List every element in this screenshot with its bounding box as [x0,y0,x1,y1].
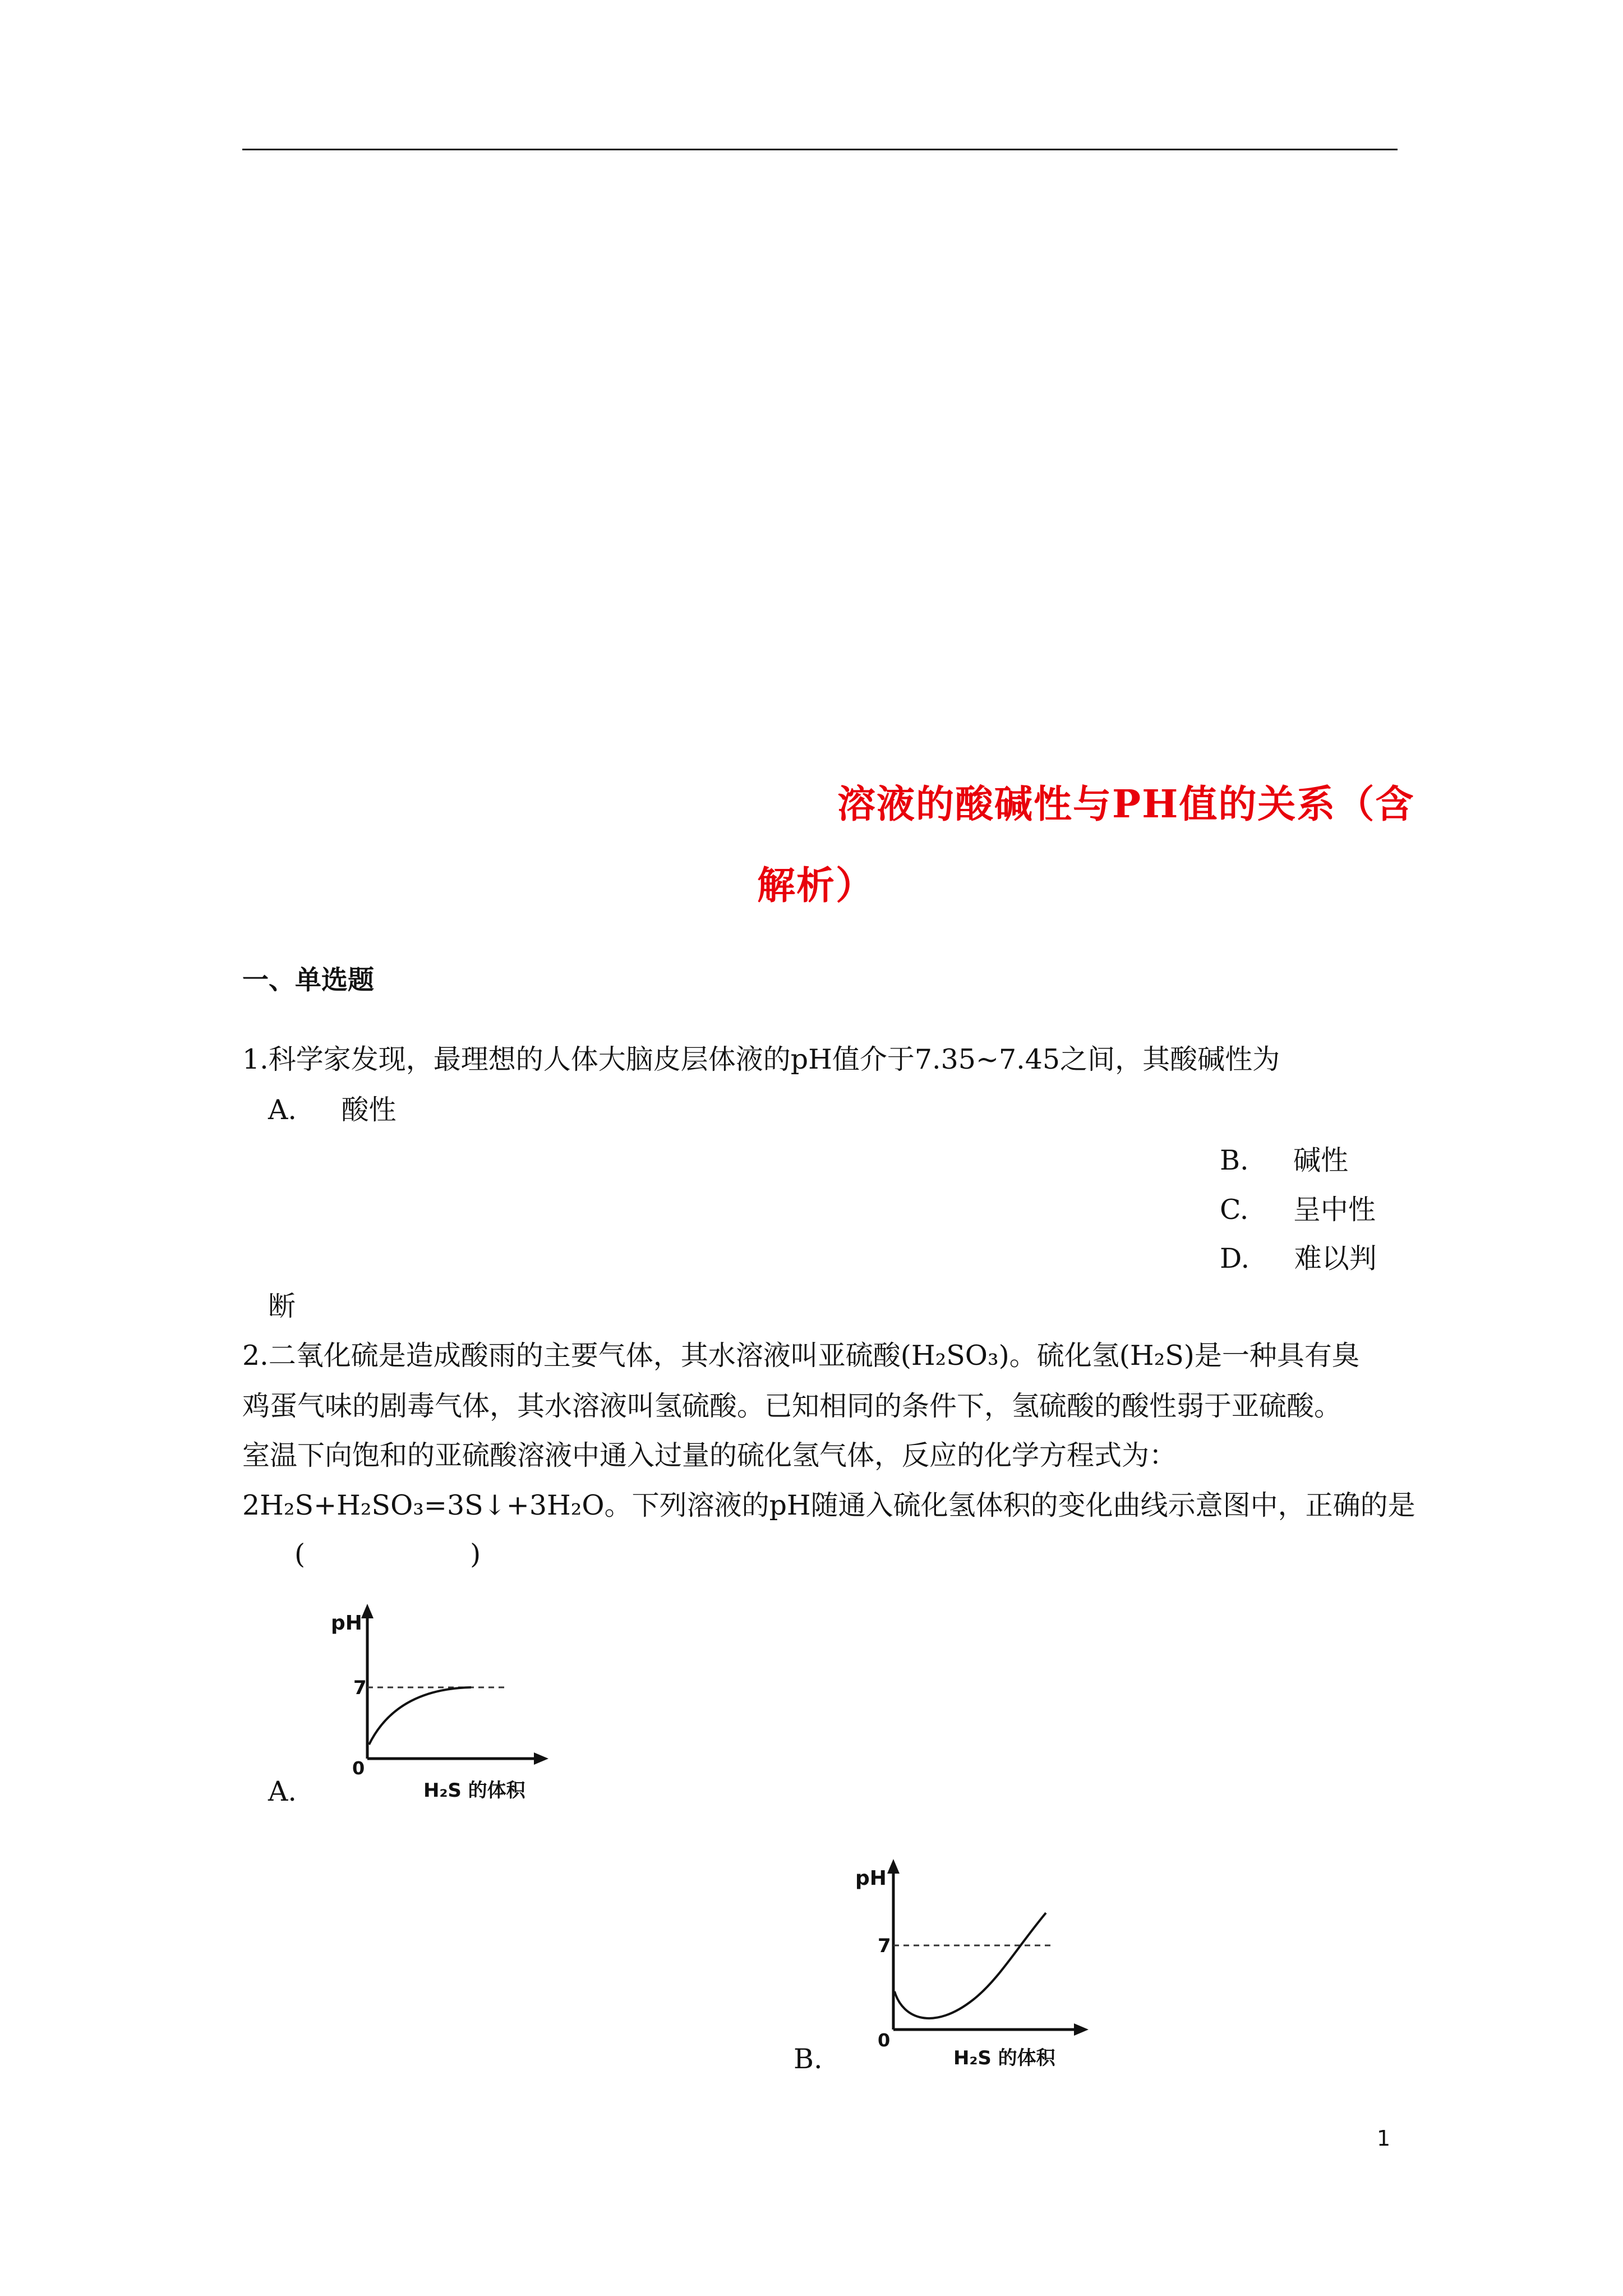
origin-label: 0 [352,1757,365,1779]
option-text: 碱性 [1293,1144,1349,1176]
x-axis-arrow [534,1752,548,1765]
ph-curve [369,1687,471,1745]
y-axis-label: pH [855,1867,887,1890]
ref-tick-7: 7 [353,1677,367,1699]
q2-option-b-label[interactable]: B. [794,2043,823,2075]
q1-option-c[interactable] [1220,1188,1376,1227]
q1-option-d-wrap: 断 [268,1290,296,1322]
ph-curve [895,1913,1046,2018]
graph-option-b[interactable] [850,1851,1096,2076]
question-2-line4: 2H₂S+H₂SO₃=3S↓+3H₂O。下列溶液的pH随通入硫化氢体积的变化曲线示意图中，正确的是 [242,1489,1415,1521]
page-number: 1 [1377,2126,1391,2151]
origin-label: 0 [878,2030,891,2051]
y-axis-label: pH [331,1612,362,1635]
q2-option-a-label[interactable]: A. [268,1775,297,1807]
q1-option-a[interactable] [268,1088,396,1128]
header-rule [242,149,1398,150]
option-letter: D. [1220,1243,1250,1274]
x-axis-label: H₂S 的体积 [953,2047,1055,2069]
x-axis-arrow [1074,2023,1089,2036]
option-text: 难以判 [1294,1243,1377,1274]
y-axis-arrow [887,1859,900,1874]
y-axis-arrow [361,1604,374,1618]
option-letter: B. [1220,1144,1249,1176]
q1-option-d[interactable] [1220,1237,1377,1276]
option-text: 酸性 [341,1094,396,1126]
question-1-text: 1.科学家发现，最理想的人体大脑皮层体液的pH值介于7.35~7.45之间，其酸碱性为 [242,1043,1280,1075]
x-axis-label: H₂S 的体积 [423,1779,525,1802]
question-2-line3: 室温下向饱和的亚硫酸溶液中通入过量的硫化氢气体，反应的化学方程式为： [242,1439,1177,1471]
question-2-blank: ( ) [294,1538,481,1570]
section-heading: 一、单选题 [242,965,374,996]
question-2-line1: 2.二氧化硫是造成酸雨的主要气体，其水溶液叫亚硫酸(H₂SO₃)。硫化氢(H₂S)是一种具有臭 [242,1340,1359,1372]
option-letter: C. [1220,1194,1249,1226]
question-2-line2: 鸡蛋气味的剧毒气体，其水溶液叫氢硫酸。已知相同的条件下，氢硫酸的酸性弱于亚硫酸。 [242,1390,1342,1422]
graph-option-a[interactable] [320,1596,555,1815]
document-title-line1: 溶液的酸碱性与PH值的关系（含 [837,782,1415,827]
option-text: 呈中性 [1293,1194,1376,1226]
option-letter: A. [268,1094,297,1126]
ref-tick-7: 7 [878,1935,891,1957]
q1-option-b[interactable] [1220,1139,1348,1178]
document-title-line2: 解析） [757,863,875,908]
